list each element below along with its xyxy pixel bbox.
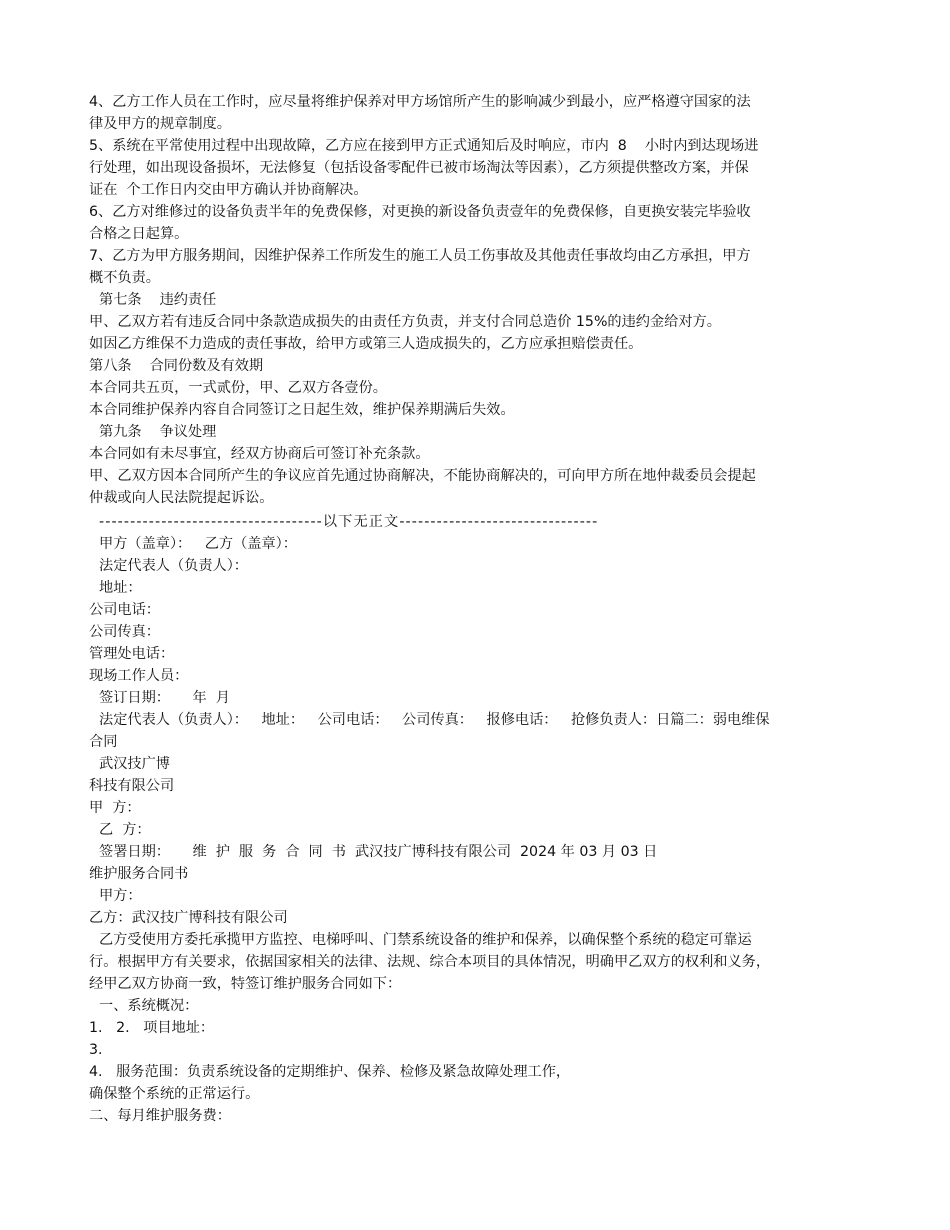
article-8-text-1: 本合同共五页，一式贰份，甲、乙双方各壹份。 bbox=[89, 380, 387, 396]
clause-4-line-1: 4、乙方工作人员在工作时，应尽量将维护保养对甲方场馆所产生的影响减少到最小，应严格遵守国家的法 bbox=[89, 94, 751, 110]
clause-5-line-1: 5、系统在平常使用过程中出现故障，乙方应在接到甲方正式通知后及时响应，市内 8 小时内到达现场进 bbox=[89, 138, 759, 154]
company-fax-line: 公司传真： bbox=[89, 624, 160, 640]
section-1-item-4-cont: 确保整个系统的正常运行。 bbox=[89, 1086, 260, 1102]
article-9-text-2: 甲、乙双方因本合同所产生的争议应首先通过协商解决，不能协商解决的，可向甲方所在地仲裁委员会提起 bbox=[89, 468, 756, 484]
section-1-heading: 一、系统概况： bbox=[99, 998, 199, 1014]
clause-7-line-2: 概不负责。 bbox=[89, 270, 160, 286]
section-1-item-3: 3. bbox=[89, 1042, 103, 1058]
party-a-line: 甲方： bbox=[99, 888, 142, 904]
preamble-line-3: 经甲乙双方协商一致，特签订维护服务合同如下： bbox=[89, 976, 402, 992]
company-name-line-2: 科技有限公司 bbox=[89, 778, 175, 794]
company-name-line-1: 武汉技广博 bbox=[99, 756, 170, 772]
onsite-staff-line: 现场工作人员： bbox=[89, 668, 189, 684]
clause-6-line-2: 合格之日起算。 bbox=[89, 226, 189, 242]
company-phone-line: 公司电话： bbox=[89, 602, 160, 618]
end-of-text-separator: ------------------------------------以下无正文-------------------------------- bbox=[99, 514, 599, 530]
article-8-heading: 第八条 合同份数及有效期 bbox=[89, 358, 264, 374]
section-2-heading: 二、每月维护服务费： bbox=[89, 1108, 231, 1124]
clause-5-line-2: 行处理，如出现设备损坏，无法修复（包括设备零配件已被市场淘汰等因素），乙方须提供整改方案，并保 bbox=[89, 160, 749, 176]
article-7-text-2: 如因乙方维保不力造成的责任事故，给甲方或第三人造成损失的，乙方应承担赔偿责任。 bbox=[89, 336, 643, 352]
article-7-text-1: 甲、乙双方若有违反合同中条款造成损失的由责任方负责，并支付合同总造价 15%的违约金给对方。 bbox=[89, 314, 721, 330]
clause-6-line-1: 6、乙方对维修过的设备负责半年的免费保修，对更换的新设备负责壹年的免费保修，自更换安装完毕验收 bbox=[89, 204, 751, 220]
signing-title-line: 签署日期： 维 护 服 务 合 同 书 武汉技广博科技有限公司 2024 年 03 月 03 日 bbox=[99, 844, 658, 860]
contact-fields-line-2: 合同 bbox=[89, 734, 118, 750]
seal-line: 甲方（盖章）： 乙方（盖章）： bbox=[99, 536, 297, 552]
section-1-item-4: 4. 服务范围：负责系统设备的定期维护、保养、检修及紧急故障处理工作， bbox=[89, 1064, 571, 1080]
clause-7-line-1: 7、乙方为甲方服务期间，因维护保养工作所发生的施工人员工伤事故及其他责任事故均由乙方承担，甲方 bbox=[89, 248, 751, 264]
clause-4-line-2: 律及甲方的规章制度。 bbox=[89, 116, 231, 132]
preamble-line-1: 乙方受使用方委托承揽甲方监控、电梯呼叫、门禁系统设备的维护和保养，以确保整个系统的稳定可靠运 bbox=[99, 932, 752, 948]
article-9-text-3: 仲裁或向人民法院提起诉讼。 bbox=[89, 490, 274, 506]
clause-5-line-3: 证在 个工作日内交由甲方确认并协商解决。 bbox=[89, 182, 368, 198]
contract-title: 维护服务合同书 bbox=[89, 866, 189, 882]
signing-date-line: 签订日期： 年 月 bbox=[99, 690, 230, 706]
party-b-line: 乙方：武汉技广博科技有限公司 bbox=[89, 910, 288, 926]
article-9-heading: 第九条 争议处理 bbox=[99, 424, 217, 440]
legal-rep-line: 法定代表人（负责人）： bbox=[99, 558, 248, 574]
article-9-text-1: 本合同如有未尽事宜，经双方协商后可签订补充条款。 bbox=[89, 446, 430, 462]
management-phone-line: 管理处电话： bbox=[89, 646, 175, 662]
preamble-line-2: 行。根据甲方有关要求，依据国家相关的法律、法规、综合本项目的具体情况，明确甲乙双方的权利和义务， bbox=[89, 954, 771, 970]
article-8-text-2: 本合同维护保养内容自合同签订之日起生效，维护保养期满后失效。 bbox=[89, 402, 515, 418]
address-line: 地址： bbox=[99, 580, 142, 596]
section-1-items-1-2: 1. 2. 项目地址： bbox=[89, 1020, 215, 1036]
party-b-label: 乙 方： bbox=[99, 822, 151, 838]
article-7-heading: 第七条 违约责任 bbox=[99, 292, 217, 308]
party-a-label: 甲 方： bbox=[89, 800, 141, 816]
contact-fields-line: 法定代表人（负责人）： 地址： 公司电话： 公司传真： 报修电话： 抢修负责人：日篇二：弱电维保 bbox=[99, 712, 770, 728]
